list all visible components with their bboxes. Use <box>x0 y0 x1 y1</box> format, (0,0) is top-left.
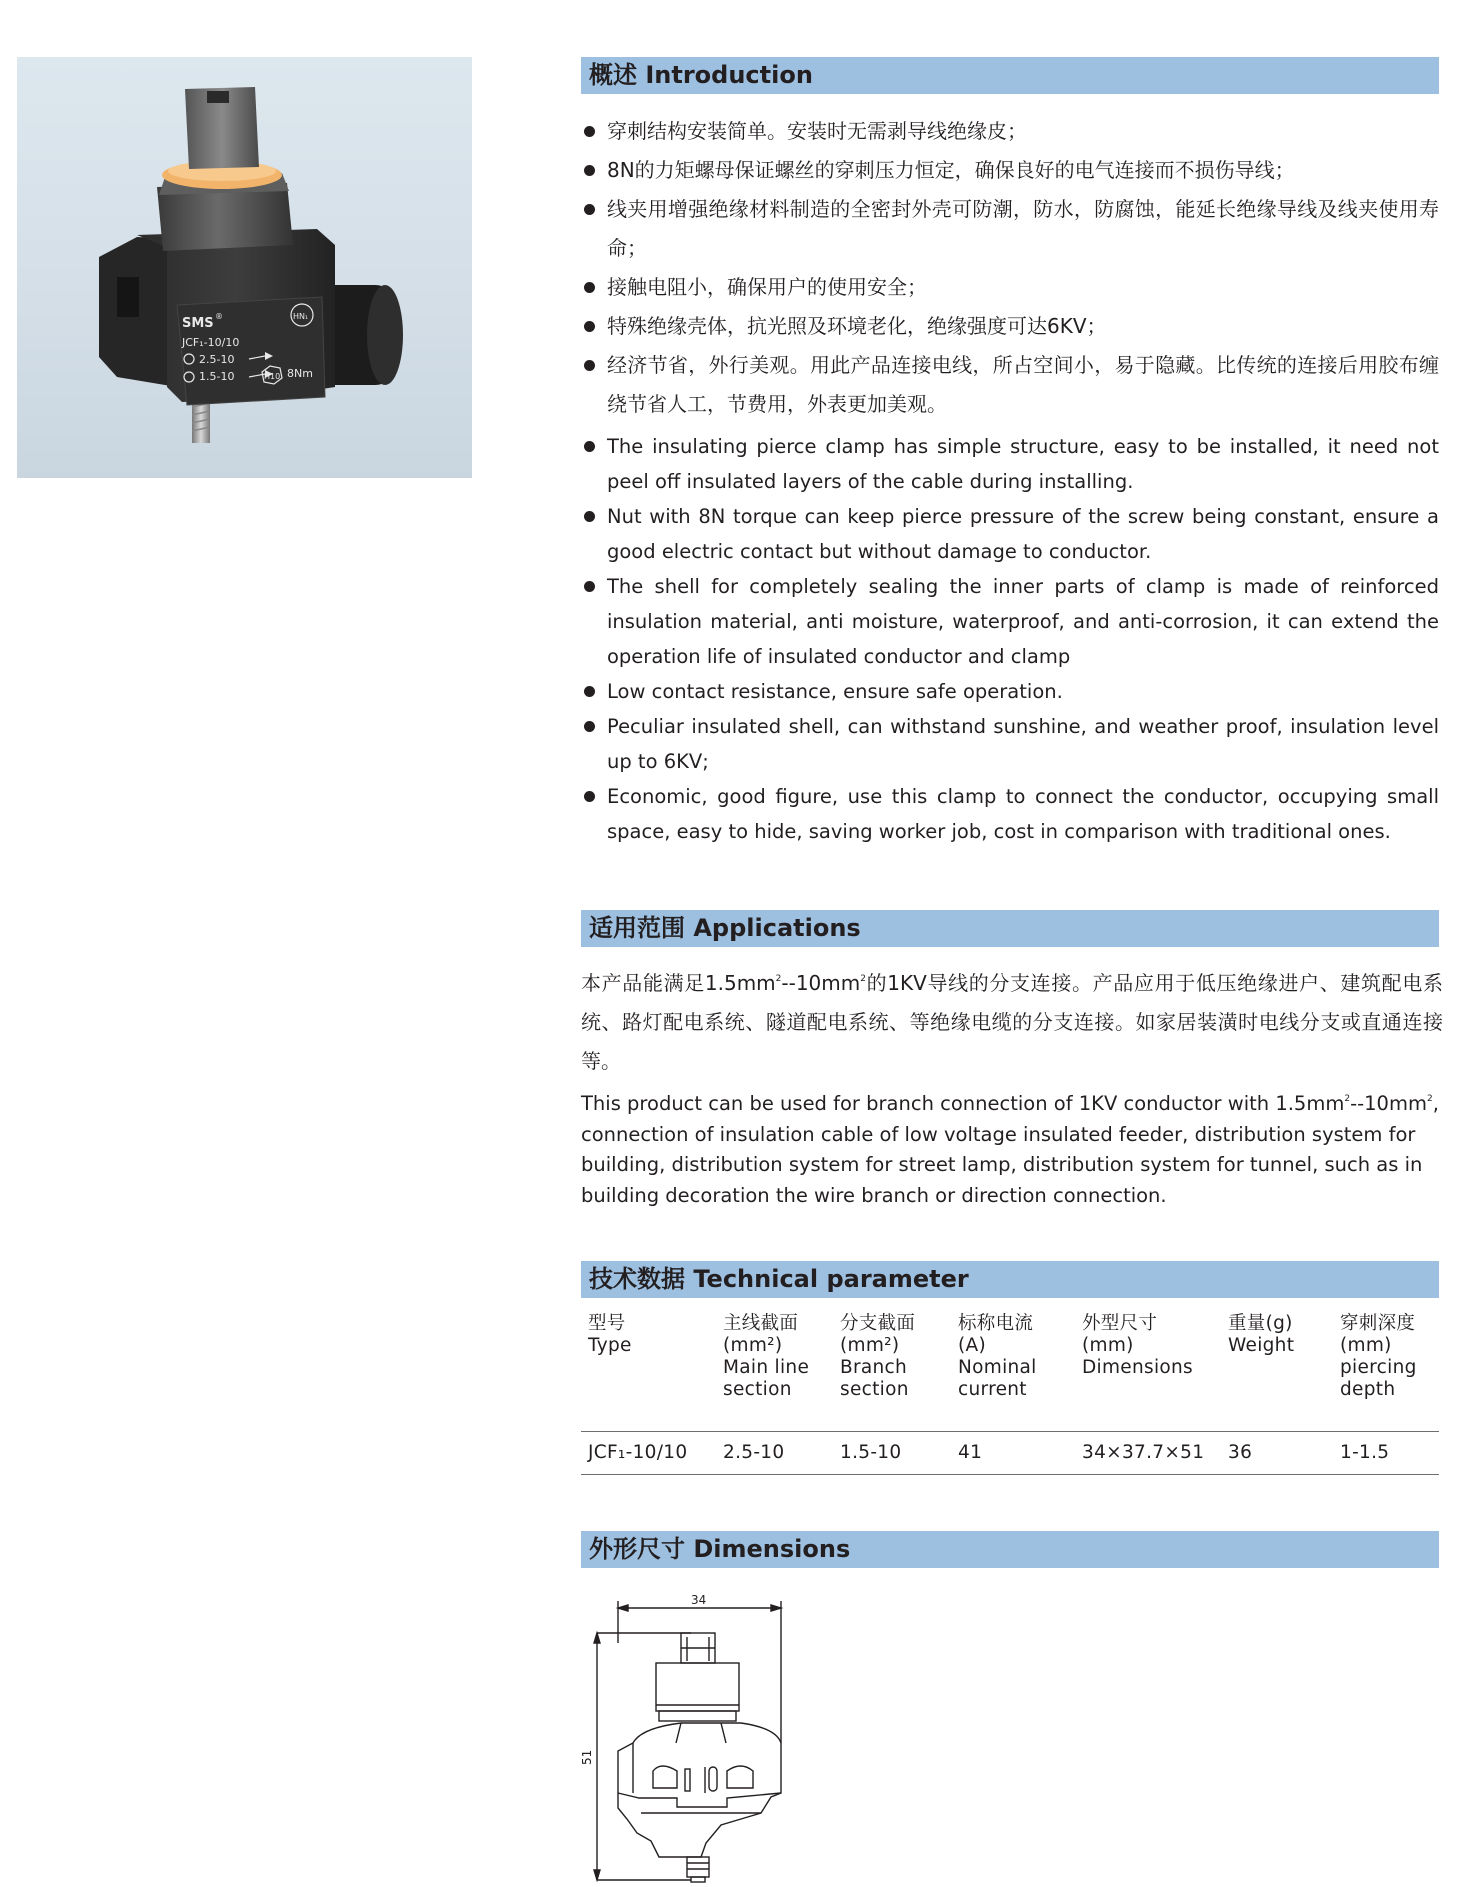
clamp-photo-illustration <box>17 57 472 478</box>
list-item: The insulating pierce clamp has simple structure, easy to be installed, it need not peel off insulated layers of the cable during installing. <box>581 429 1439 499</box>
photo-torque: 8Nm <box>287 367 313 380</box>
cell-weight: 36 <box>1221 1432 1333 1475</box>
header-weight: 重量(g) Weight <box>1221 1303 1333 1432</box>
table-header-row <box>581 1303 1439 1432</box>
width-dimension-label: 34 <box>691 1593 707 1607</box>
cell-nominal-current: 41 <box>951 1432 1075 1475</box>
list-item: Peculiar insulated shell, can withstand sunshine, and weather proof, insulation level up to 6KV; <box>581 709 1439 779</box>
cell-type: JCF₁-10/10 <box>581 1432 716 1475</box>
table-row <box>581 1432 1439 1475</box>
photo-brand: SMS <box>182 316 214 331</box>
list-item: 接触电阻小，确保用户的使用安全； <box>581 268 1439 307</box>
list-item: Low contact resistance, ensure safe operation. <box>581 674 1439 709</box>
list-item: 8N的力矩螺母保证螺丝的穿刺压力恒定，确保良好的电气连接而不损伤导线； <box>581 151 1439 190</box>
header-dimensions: 外型尺寸 (mm) Dimensions <box>1075 1303 1221 1432</box>
list-item: 特殊绝缘壳体，抗光照及环境老化，绝缘强度可达6KV； <box>581 307 1439 346</box>
cell-main-line-section: 2.5-10 <box>716 1432 833 1475</box>
list-item: The shell for completely sealing the inner parts of clamp is made of reinforced insulation material, anti moisture, waterproof, and anti-corrosion, it can extend the operation life of insulated conductor and clamp <box>581 569 1439 674</box>
intro-heading: 概述 Introduction <box>581 57 1439 94</box>
photo-hex-size: H10 <box>264 372 281 381</box>
photo-cert: HN₁ <box>293 312 309 321</box>
photo-range-branch: 1.5-10 <box>199 370 235 383</box>
cell-branch-section: 1.5-10 <box>833 1432 951 1475</box>
header-nominal-current: 标称电流 (A) Nominal current <box>951 1303 1075 1432</box>
cell-dimensions: 34×37.7×51 <box>1075 1432 1221 1475</box>
list-item: 穿刺结构安装简单。安装时无需剥导线绝缘皮； <box>581 112 1439 151</box>
header-piercing-depth: 穿刺深度 (mm) piercing depth <box>1333 1303 1439 1432</box>
intro-en-list <box>581 429 1439 849</box>
intro-cn-list <box>581 112 1439 424</box>
photo-range-main: 2.5-10 <box>199 353 235 366</box>
cell-piercing-depth: 1-1.5 <box>1333 1432 1439 1475</box>
applications-heading: 适用范围 Applications <box>581 910 1439 947</box>
header-branch-section: 分支截面 (mm²) Branch section <box>833 1303 951 1432</box>
height-dimension-label: 51 <box>581 1749 594 1765</box>
list-item: Nut with 8N torque can keep pierce pressure of the screw being constant, ensure a good electric contact but without damage to conductor. <box>581 499 1439 569</box>
header-main-line-section: 主线截面 (mm²) Main line section <box>716 1303 833 1432</box>
applications-cn-text: 本产品能满足$1.5mm^2--10mm^2$的1KV导线的分支连接。产品应用于低压绝缘进户、建筑配电系统、路灯配电系统、隧道配电系统、等绝缘电缆的分支连接。如家居装潢时电线分支或直通连接等。 <box>581 971 1443 1073</box>
technical-table <box>581 1303 1439 1475</box>
header-type: 型号 Type <box>581 1303 716 1432</box>
list-item: 经济节省，外行美观。用此产品连接电线，所占空间小，易于隐藏。比传统的连接后用胶布缠绕节省人工，节费用，外表更加美观。 <box>581 346 1439 424</box>
dimension-drawing <box>581 1593 801 1887</box>
list-item: Economic, good figure, use this clamp to connect the conductor, occupying small space, easy to hide, saving worker job, cost in comparison with traditional ones. <box>581 779 1439 849</box>
photo-model: JCF₁-10/10 <box>182 336 240 349</box>
list-item: 线夹用增强绝缘材料制造的全密封外壳可防潮，防水，防腐蚀，能延长绝缘导线及线夹使用寿命； <box>581 190 1439 268</box>
product-photo <box>17 57 472 478</box>
clamp-outline-drawing <box>581 1593 801 1887</box>
applications-en-text: This product can be used for branch connection of 1KV conductor with $1.5mm^2--10mm^2$, connection of insulation cable of low voltage insulated feeder, distribution system for building, distribution system for street lamp, distribution system for tunnel, such as in building decoration the wire branch or direction connection. <box>581 1092 1439 1207</box>
photo-reg-mark: ® <box>215 312 223 321</box>
dimensions-heading: 外形尺寸 Dimensions <box>581 1531 1439 1568</box>
technical-heading: 技术数据 Technical parameter <box>581 1261 1439 1298</box>
